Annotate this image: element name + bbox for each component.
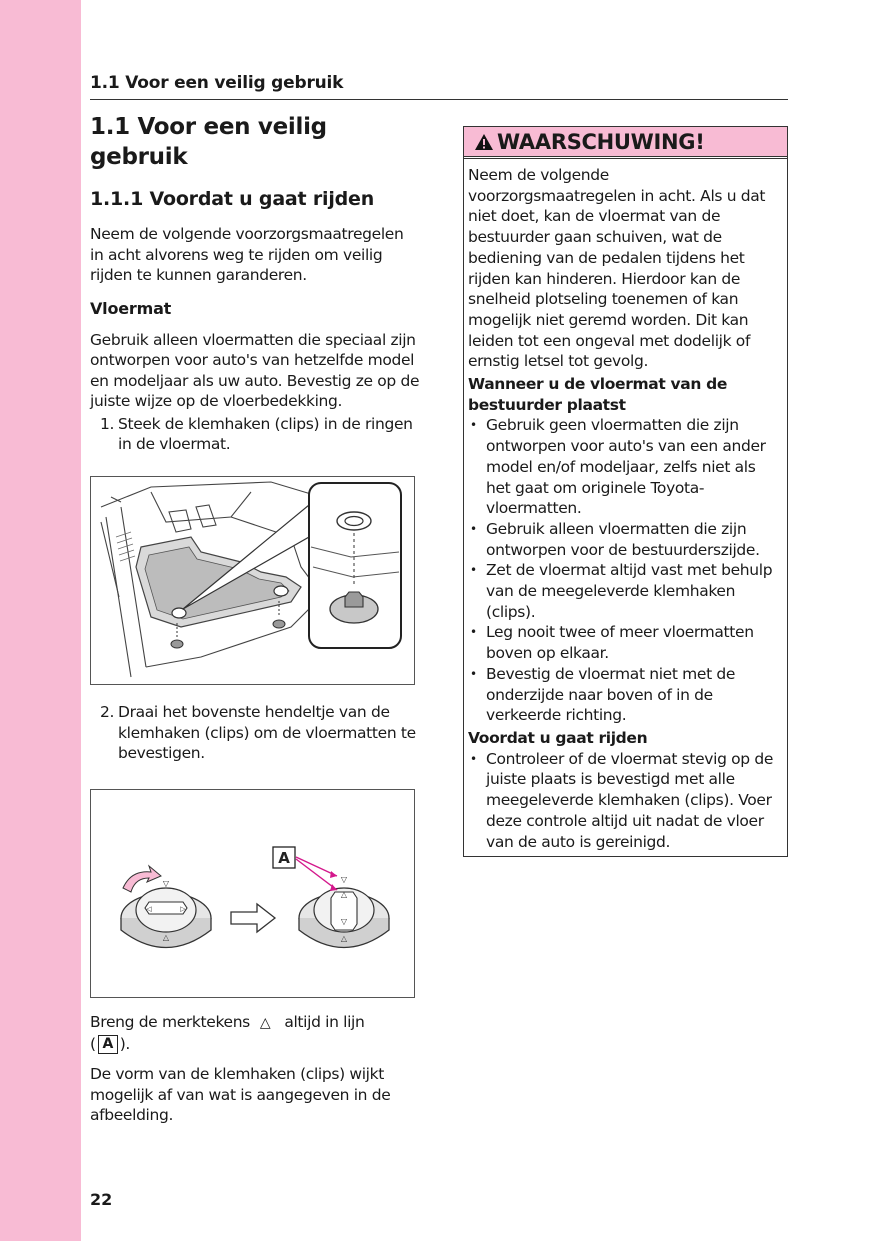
floor-mat-illustration: [91, 477, 415, 685]
list-item: • Zet de vloermat altijd vast met behulp van de meegeleverde klemhaken (clips).: [468, 560, 781, 622]
svg-text:△: △: [340, 934, 348, 943]
triangle-mark-icon: △: [259, 1015, 271, 1031]
step-text: Steek de klemhaken (clips) in de ringen in de vloermat.: [118, 414, 413, 453]
clip-rotation-figure: [90, 789, 415, 998]
step-2-block: [90, 700, 420, 764]
step-number: 2.: [100, 703, 115, 721]
intro-paragraph: Neem de volgende voorzorgsmaatregelen in acht alvorens weg te rijden om veilig rijden te kunnen garanderen.: [90, 225, 404, 284]
svg-text:△: △: [340, 890, 348, 899]
note-paren-close: ).: [119, 1034, 130, 1053]
header-rule: [90, 99, 788, 100]
left-column: [90, 112, 420, 455]
running-header: 1.1 Voor een veilig gebruik: [90, 73, 344, 93]
warning-subheading-1: Wanneer u de vloermat van de bestuurder plaatst: [468, 375, 728, 414]
section-title: 1.1 Voor een veilig gebruik: [90, 114, 327, 170]
vloermat-paragraph: Gebruik alleen vloermatten die speciaal zijn ontworpen voor auto's van hetzelfde model en modeljaar als uw auto. Bevestig ze op de juiste wijze op de vloerbedekking.: [90, 330, 420, 410]
step-1: [90, 414, 420, 455]
step-number: 1.: [100, 414, 115, 433]
figure-notes: [90, 1012, 420, 1136]
note-after: altijd in lijn: [284, 1013, 365, 1031]
list-item: • Bevestig de vloermat niet met de onderzijde naar boven of in de verkeerde richting.: [468, 664, 781, 726]
alignment-note: [90, 1012, 420, 1054]
list-item: • Controleer of de vloermat stevig op de juiste plaats is bevestigd met alle meegeleverde klemhaken (clips). Voer deze controle altijd uit nadat de vloer van de auto is gereinigd.: [468, 749, 781, 853]
svg-text:▽: ▽: [162, 879, 170, 888]
page-number: 22: [90, 1190, 113, 1209]
clip-rotation-illustration: [91, 790, 415, 998]
list-item: • Leg nooit twee of meer vloermatten boven op elkaar.: [468, 622, 781, 663]
warning-header: [464, 127, 787, 157]
subsection-title: 1.1.1 Voordat u gaat rijden: [90, 188, 375, 210]
label-a-key: A: [98, 1035, 118, 1054]
warning-box: [463, 126, 788, 857]
side-color-bar: [0, 0, 81, 1241]
step-2: [90, 702, 420, 764]
warning-intro: Neem de volgende voorzorgsmaatregelen in acht. Als u dat niet doet, kan de vloermat van de bestuurder gaan schuiven, wat de bediening van de pedalen tijdens het rijden kan hinderen. Hierdoor kan de snelheid plotseling toenemen of kan mogelijk niet geremd worden. Dit kan leiden tot een ongeval met dodelijk of ernstig letsel tot gevolg.: [468, 166, 766, 371]
warning-triangle-icon: [474, 133, 494, 151]
figure-label-a: A: [278, 849, 290, 867]
note-paren-open: (: [90, 1034, 96, 1053]
warning-subheading-2: Voordat u gaat rijden: [468, 728, 648, 747]
note-before: Breng de merktekens: [90, 1013, 250, 1031]
floor-mat-figure: [90, 476, 415, 685]
list-item: • Gebruik geen vloermatten die zijn ontworpen voor auto's van een ander model en/of modeljaar, zelfs niet als het gaat om originele Toyota-vloermatten.: [468, 415, 781, 519]
svg-text:◁: ◁: [146, 905, 152, 913]
step-text: Draai het bovenste hendeltje van de klemhaken (clips) om de vloermatten te bevestigen.: [118, 703, 416, 762]
warning-list-1: [468, 415, 781, 726]
warning-list-2: [468, 749, 781, 853]
vloermat-heading: Vloermat: [90, 298, 172, 318]
svg-text:▷: ▷: [180, 905, 186, 913]
closing-paragraph: De vorm van de klemhaken (clips) wijkt mogelijk af van wat is aangegeven in de afbeelding.: [90, 1065, 391, 1124]
svg-text:△: △: [162, 933, 170, 942]
list-item: • Gebruik alleen vloermatten die zijn ontworpen voor de bestuurderszijde.: [468, 519, 781, 560]
svg-text:▽: ▽: [340, 917, 348, 926]
svg-text:▽: ▽: [340, 875, 348, 884]
warning-body: [464, 158, 787, 856]
warning-title: WAARSCHUWING!: [497, 129, 705, 154]
